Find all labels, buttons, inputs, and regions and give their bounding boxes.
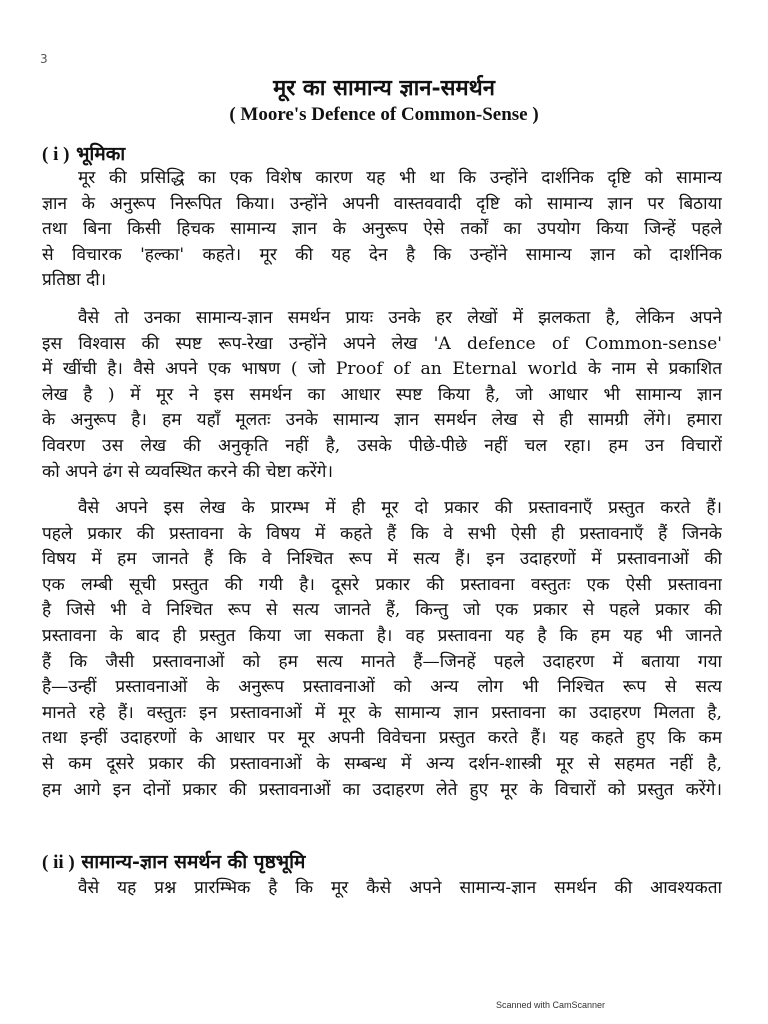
paragraph-intro-2 <box>42 306 722 485</box>
page-number-mark: 3 <box>40 52 48 66</box>
scanner-watermark: Scanned with CamScanner <box>496 1000 606 1010</box>
text-line: विवरण उस लेख की अनुकृति नहीं है, उसके पीछे-पीछे नहीं चल रहा। हम उन विचारों <box>42 435 722 456</box>
section-heading-introduction <box>42 140 125 166</box>
text-line: प्रतिष्ठा दी। <box>42 270 107 291</box>
text-line: एक लम्बी सूची प्रस्तुत की गयी है। दूसरे प्रकार की प्रस्तावना वस्तुतः एक ऐसी प्रस्तावना <box>42 574 722 595</box>
text-line: से विचारक 'हल्का' कहते। मूर की यह देन है कि उन्होंने सामान्य ज्ञान को दार्शनिक <box>42 244 722 265</box>
section-heading-background <box>42 848 305 874</box>
section-title: भूमिका <box>76 143 126 165</box>
text-line: लेख है ) में मूर ने इस समर्थन का आधार स्पष्ट किया है, जो आधार भी सामान्य ज्ञान <box>42 384 722 405</box>
text-line: वैसे तो उनका सामान्य-ज्ञान समर्थन प्रायः उनके हर लेखों में झलकता है, लेकिन अपने <box>78 308 722 328</box>
text-line: है—उन्हीं प्रस्तावनाओं के अनुरूप प्रस्तावनाओं को अन्य लोग भी निश्चित रूप से सत्य <box>42 677 722 698</box>
text-line: मूर की प्रसिद्धि का एक विशेष कारण यह भी था कि उन्होंने दार्शनिक दृष्टि को सामान्य <box>78 168 722 188</box>
paragraph-background-1 <box>42 876 722 902</box>
text-line: के अनुरूप है। हम यहाँ मूलतः उनके सामान्य ज्ञान समर्थन लेख से ही सामग्री लेंगे। हमारा <box>42 410 722 431</box>
text-line: हम आगे इन दोनों प्रकार की प्रस्तावनाओं का उदाहरण लेते हुए मूर के विचारों को प्रस्तुत करेंगे। <box>42 779 722 800</box>
text-line: इस विश्वास की स्पष्ट रूप-रेखा उन्होंने अपने लेख 'A defence of Common-sense' <box>42 333 722 354</box>
text-line: से कम दूसरे प्रकार की प्रस्तावनाओं के सम्बन्ध में अन्य दर्शन-शास्त्री मूर से सहमत नहीं है, <box>42 753 722 774</box>
text-line: हैं कि जैसी प्रस्तावनाओं को हम सत्य मानते हैं—जिनहें पहले उदाहरण में बताया गया <box>42 651 722 672</box>
section-number: ( ii ) <box>42 852 75 873</box>
text-line: है जिसे भी वे निश्चित रूप से सत्य जानते हैं, किन्तु जो एक प्रकार से पहले प्रकार की <box>42 600 722 621</box>
section-title: सामान्य-ज्ञान समर्थन की पृष्ठभूमि <box>81 851 306 873</box>
text-line: वैसे यह प्रश्न प्रारम्भिक है कि मूर कैसे अपने सामान्य-ज्ञान समर्थन की आवश्यकता <box>78 878 722 898</box>
text-line: मानते रहे हैं। वस्तुतः इन प्रस्तावनाओं में मूर के सामान्य ज्ञान प्रस्तावना का उदाहरण मिलता है, <box>42 702 722 723</box>
paragraph-intro-1 <box>42 166 722 294</box>
text-line: तथा इन्हीं उदाहरणों के आधार पर मूर अपनी विवेचना प्रस्तुत करते हैं। यह कहते हुए कि कम <box>42 728 722 749</box>
text-line: तथा बिना किसी हिचक सामान्य ज्ञान के अनुरूप ऐसे तर्कों का उपयोग किया जिन्हें पहले <box>42 219 722 240</box>
text-line: पहले प्रकार की प्रस्तावना के विषय में कहते हैं कि वे सभी ऐसी ही प्रस्तावनाएँ हैं जिनके <box>42 523 722 544</box>
page-subtitle: ( Moore's Defence of Common-Sense ) <box>229 104 539 125</box>
text-line: विषय में हम जानते हैं कि वे निश्चित रूप में सत्य हैं। इन उदाहरणों में प्रस्तावनाओं की <box>42 549 722 570</box>
text-line: में खींची है। वैसे अपने एक भाषण ( जो Proof of an Eternal world के नाम से प्रकाशित <box>42 359 722 380</box>
text-line: वैसे अपने इस लेख के प्रारम्भ में ही मूर दो प्रकार की प्रस्तावनाएँ प्रस्तुत करते हैं। <box>78 498 722 518</box>
text-line: को अपने ढंग से व्यवस्थित करने की चेष्टा करेंगे। <box>42 461 333 482</box>
text-line: ज्ञान के अनुरूप निरूपित किया। उन्होंने अपनी वास्तववादी दृष्टि को सामान्य ज्ञान पर बिठाया <box>42 193 722 214</box>
page-title: मूर का सामान्य ज्ञान-समर्थन <box>273 75 495 101</box>
paragraph-intro-3 <box>42 496 722 803</box>
section-number: ( i ) <box>42 144 70 165</box>
text-line: प्रस्तावना के बाद ही प्रस्तुत किया जा सकता है। वह प्रस्तावना यह है कि हम यह भी जानते <box>42 625 722 646</box>
